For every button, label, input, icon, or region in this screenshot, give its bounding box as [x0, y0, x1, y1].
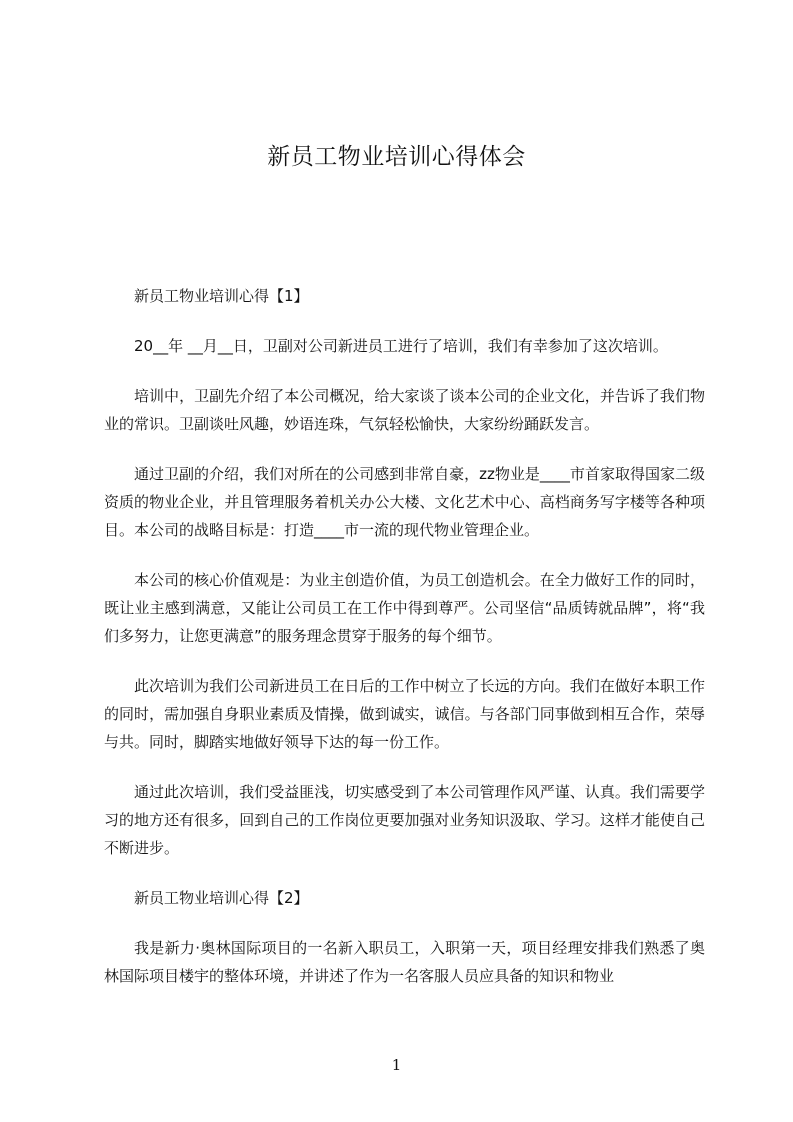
- document-title: 新员工物业培训心得体会: [267, 144, 526, 170]
- body-paragraph: 本公司的核心价值观是：为业主创造价值，为员工创造机会。在全力做好工作的同时，既让业主感到满意，又能让公司员工在工作中得到尊严。公司坚信“品质铸就品牌”，将“我们多努力，让您更满意”的服务理念贯穿于服务的每个细节。: [104, 571, 705, 645]
- body-paragraph: 培训中，卫副先介绍了本公司概况，给大家谈了谈本公司的企业文化，并告诉了我们物业的常识。卫副谈吐风趣，妙语连珠，气氛轻松愉快，大家纷纷踊跃发言。: [104, 387, 705, 433]
- document-body: [104, 282, 705, 990]
- section-heading: 新员工物业培训心得【2】: [134, 889, 309, 907]
- body-paragraph: 此次培训为我们公司新进员工在日后的工作中树立了长远的方向。我们在做好本职工作的同时，需加强自身职业素质及情操，做到诚实，诚信。与各部门同事做到相互合作，荣辱与共。同时，脚踏实地做好领导下达的每一份工作。: [104, 677, 705, 751]
- body-paragraph: 20__年 __月__日，卫副对公司新进员工进行了培训，我们有幸参加了这次培训。: [134, 337, 668, 355]
- page-number: 1: [391, 1056, 402, 1074]
- body-paragraph: 通过此次培训，我们受益匪浅，切实感受到了本公司管理作风严谨、认真。我们需要学习的地方还有很多，回到自己的工作岗位更要加强对业务知识汲取、学习。这样才能使自己不断进步。: [104, 783, 705, 857]
- section-heading: 新员工物业培训心得【1】: [134, 287, 309, 305]
- body-paragraph: 我是新力·奥林国际项目的一名新入职员工，入职第一天，项目经理安排我们熟悉了奥林国际项目楼宇的整体环境，并讲述了作为一名客服人员应具备的知识和物业: [104, 939, 705, 985]
- body-paragraph: 通过卫副的介绍，我们对所在的公司感到非常自豪，zz物业是____市首家取得国家二级资质的物业企业，并且管理服务着机关办公大楼、文化艺术中心、高档商务写字楼等各种项目。本公司的战略目标是：打造____市一流的现代物业管理企业。: [104, 465, 705, 539]
